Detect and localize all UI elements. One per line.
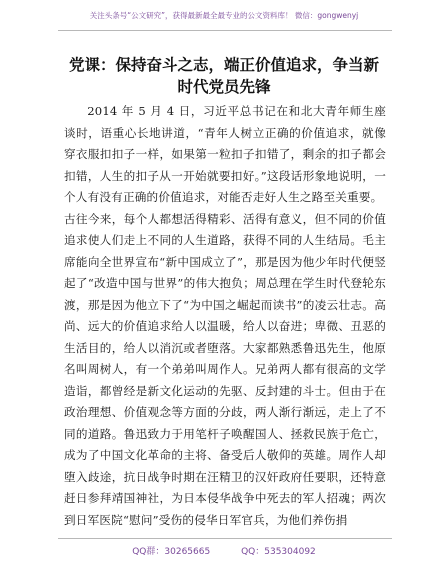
header-banner: 关注头条号“公文研究”，获得最新最全最专业的公文资料库！ 微信：gongwenyj bbox=[89, 11, 359, 20]
footer bbox=[0, 544, 448, 557]
title-line-2: 时代党员先锋 bbox=[177, 78, 271, 96]
title-line-1: 党课：保持奋斗之志，端正价值追求，争当新 bbox=[68, 56, 379, 74]
footer-qq-group: QQ群：30265665 bbox=[132, 547, 211, 557]
paragraph-2: 古往今来，每个人都想活得精彩、活得有意义，但不同的价值追求使人们走上不同的人生道路，获得不同的人生结局。毛主席能向全世界宣布“新中国成立了”，那是因为他少年时代便竖起了“改造中国与世界”的伟大抱负；周总理在学生时代登轮东渡，那是因为他立下了“为中国之崛起而读书”的凌云壮志。高尚、远大的价值追求给人以温暖，给人以奋进；卑微、丑恶的生活目的，给人以消沉或者堕落。大家都熟悉鲁迅先生，他原名叫周树人，有一个弟弟叫周作人。兄弟两人都有很高的文学造诣，都曾经是新文化运动的先驱、反封建的斗士。但由于在政治理想、价值观念等方面的分歧，两人渐行渐远，走上了不同的道路。鲁迅致力于用笔杆子唤醒国人、拯救民族于危亡，成为了中国文化革命的主将、备受后人敬仰的英雄。周作人却堕入歧途，抗日战争时期在汪精卫的汉奸政府任要职，还特意赶日参拜靖国神社，为日本侵华战争中死去的军人招魂；两次到日军医院“慰问”受伤的侵华日军官兵，为他们养伤捐 bbox=[64, 211, 386, 527]
footer-divider bbox=[58, 538, 392, 539]
header-divider bbox=[58, 30, 392, 31]
paragraph-1: 2014 年 5 月 4 日，习近平总书记在和北大青年师生座谈时，语重心长地讲道，“青年人树立正确的价值追求，就像穿衣服扣扣子一样，如果第一粒扣子扣错了，剩余的扣子都会扣错，人生的扣子从一开始就要扣好。”这段话形象地说明，一个人有没有正确的价值追求，对能否走好人生之路至关重要。 bbox=[64, 104, 386, 204]
document-title bbox=[50, 54, 398, 98]
footer-qq: QQ：535304092 bbox=[241, 547, 316, 557]
document-body bbox=[64, 101, 386, 531]
